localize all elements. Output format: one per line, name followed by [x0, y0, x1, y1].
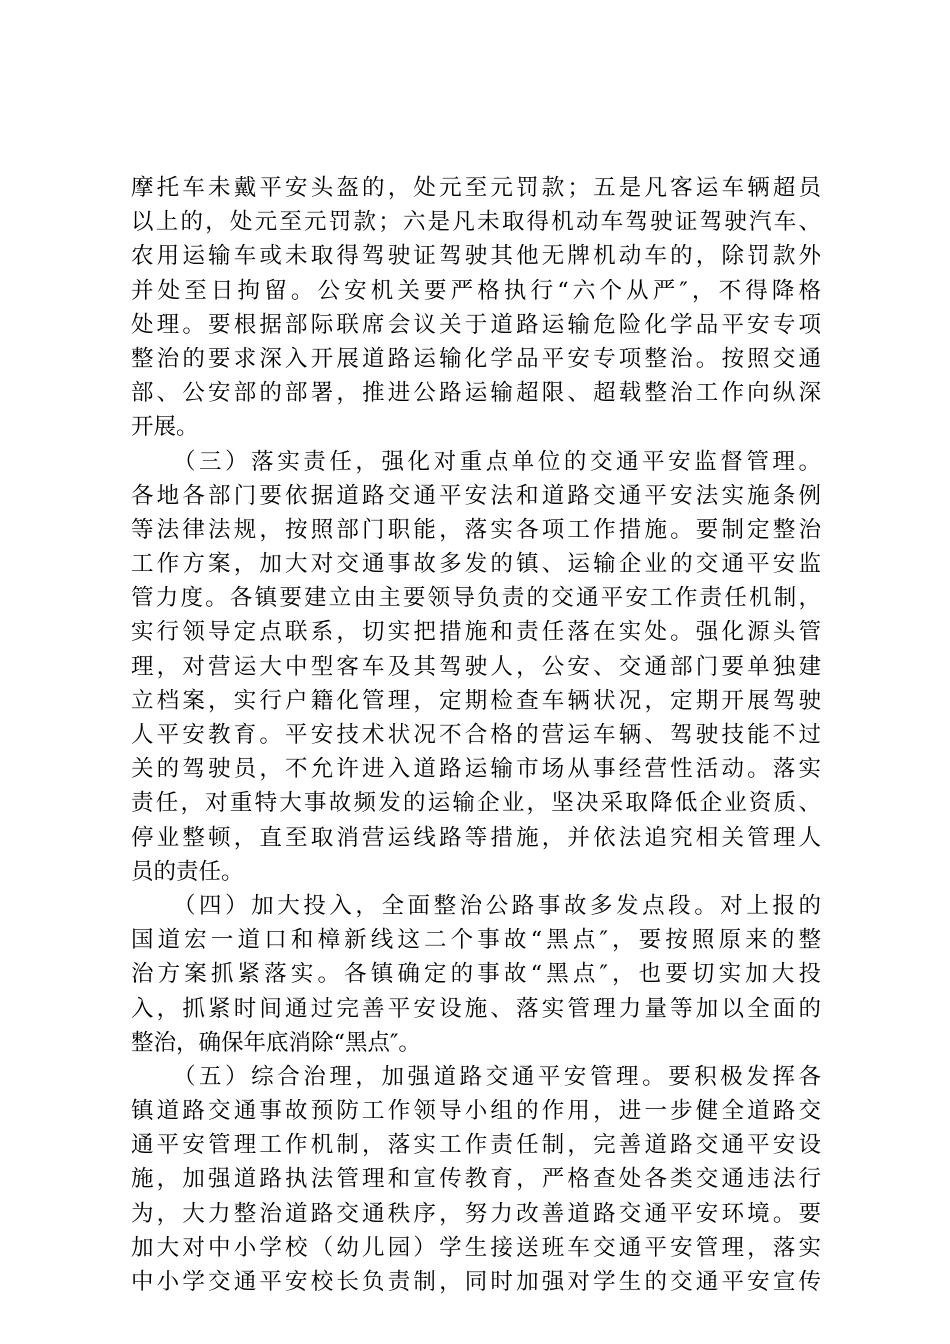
text-line: 入，抓紧时间通过完善平安设施、落实管理力量等加以全面的: [131, 995, 821, 1022]
text-line: 关的驾驶员，不允许进入道路运输市场从事经营性活动。落实: [131, 756, 821, 783]
text-line: 镇道路交通事故预防工作领导小组的作用，进一步健全道路交: [131, 1098, 821, 1125]
text-line: 摩托车未戴平安头盔的，处元至元罚款；五是凡客运车辆超员: [131, 175, 821, 201]
text-line: 员的责任。: [131, 858, 244, 885]
document-page: [131, 171, 821, 1299]
paragraph: [131, 1060, 821, 1299]
text-line: 理，对营运大中型客车及其驾驶人，公安、交通部门要单独建: [131, 653, 821, 680]
text-line: 实行领导定点联系，切实把措施和责任落在实处。强化源头管: [131, 619, 821, 646]
text-line: 管力度。各镇要建立由主要领导负责的交通平安工作责任机制，: [131, 585, 821, 612]
text-line: 国道宏一道口和樟新线这二个事故“黑点″，要按照原来的整: [131, 927, 821, 954]
text-line: 通平安管理工作机制，落实工作责任制，完善道路交通平安设: [131, 1132, 821, 1159]
text-line: 人平安教育。平安技术状况不合格的营运车辆、驾驶技能不过: [131, 722, 821, 748]
text-line: 各地各部门要依据道路交通平安法和道路交通平安法实施条例: [131, 482, 821, 509]
text-line: 开展。: [131, 414, 199, 441]
text-line: 以上的，处元至元罚款；六是凡未取得机动车驾驶证驾驶汽车、: [131, 209, 821, 236]
paragraph: [131, 171, 821, 445]
text-line: 整治，确保年底消除“黑点″。: [131, 1029, 421, 1056]
text-line: 施，加强道路执法管理和宣传教育，严格查处各类交通违法行: [131, 1166, 821, 1193]
text-line: 中小学交通平安校长负责制，同时加强对学生的交通平安宣传: [131, 1269, 821, 1295]
text-line: 部、公安部的部署，推进公路运输超限、超载整治工作向纵深: [131, 380, 821, 407]
text-line: 整治的要求深入开展道路运输化学品平安专项整治。按照交通: [131, 345, 821, 372]
text-line: 立档案，实行户籍化管理，定期检查车辆状况，定期开展驾驶: [131, 687, 821, 714]
text-line: 停业整顿，直至取消营运线路等措施，并依法追究相关管理人: [131, 824, 821, 851]
text-line: （三）落实责任，强化对重点单位的交通平安监督管理。: [173, 448, 821, 475]
text-line: （五）综合治理，加强道路交通平安管理。要积极发挥各: [173, 1063, 821, 1090]
text-line: 加大对中小学校（幼儿园）学生接送班车交通平安管理，落实: [131, 1234, 821, 1261]
paragraph: [131, 889, 821, 1060]
text-line: 处理。要根据部际联席会议关于道路运输危险化学品平安专项: [131, 311, 821, 338]
text-line: （四）加大投入，全面整治公路事故多发点段。对上报的: [173, 892, 821, 919]
text-line: 为，大力整治道路交通秩序，努力改善道路交通平安环境。要: [131, 1200, 821, 1227]
text-line: 工作方案，加大对交通事故多发的镇、运输企业的交通平安监: [131, 551, 821, 578]
text-line: 等法律法规，按照部门职能，落实各项工作措施。要制定整治: [131, 516, 821, 543]
paragraph: [131, 445, 821, 889]
text-line: 治方案抓紧落实。各镇确定的事故“黑点″，也要切实加大投: [131, 961, 821, 988]
text-line: 并处至日拘留。公安机关要严格执行“六个从严″，不得降格: [131, 277, 821, 304]
text-line: 农用运输车或未取得驾驶证驾驶其他无牌机动车的，除罚款外: [131, 243, 821, 270]
text-line: 责任，对重特大事故频发的运输企业，坚决采取降低企业资质、: [131, 790, 821, 817]
